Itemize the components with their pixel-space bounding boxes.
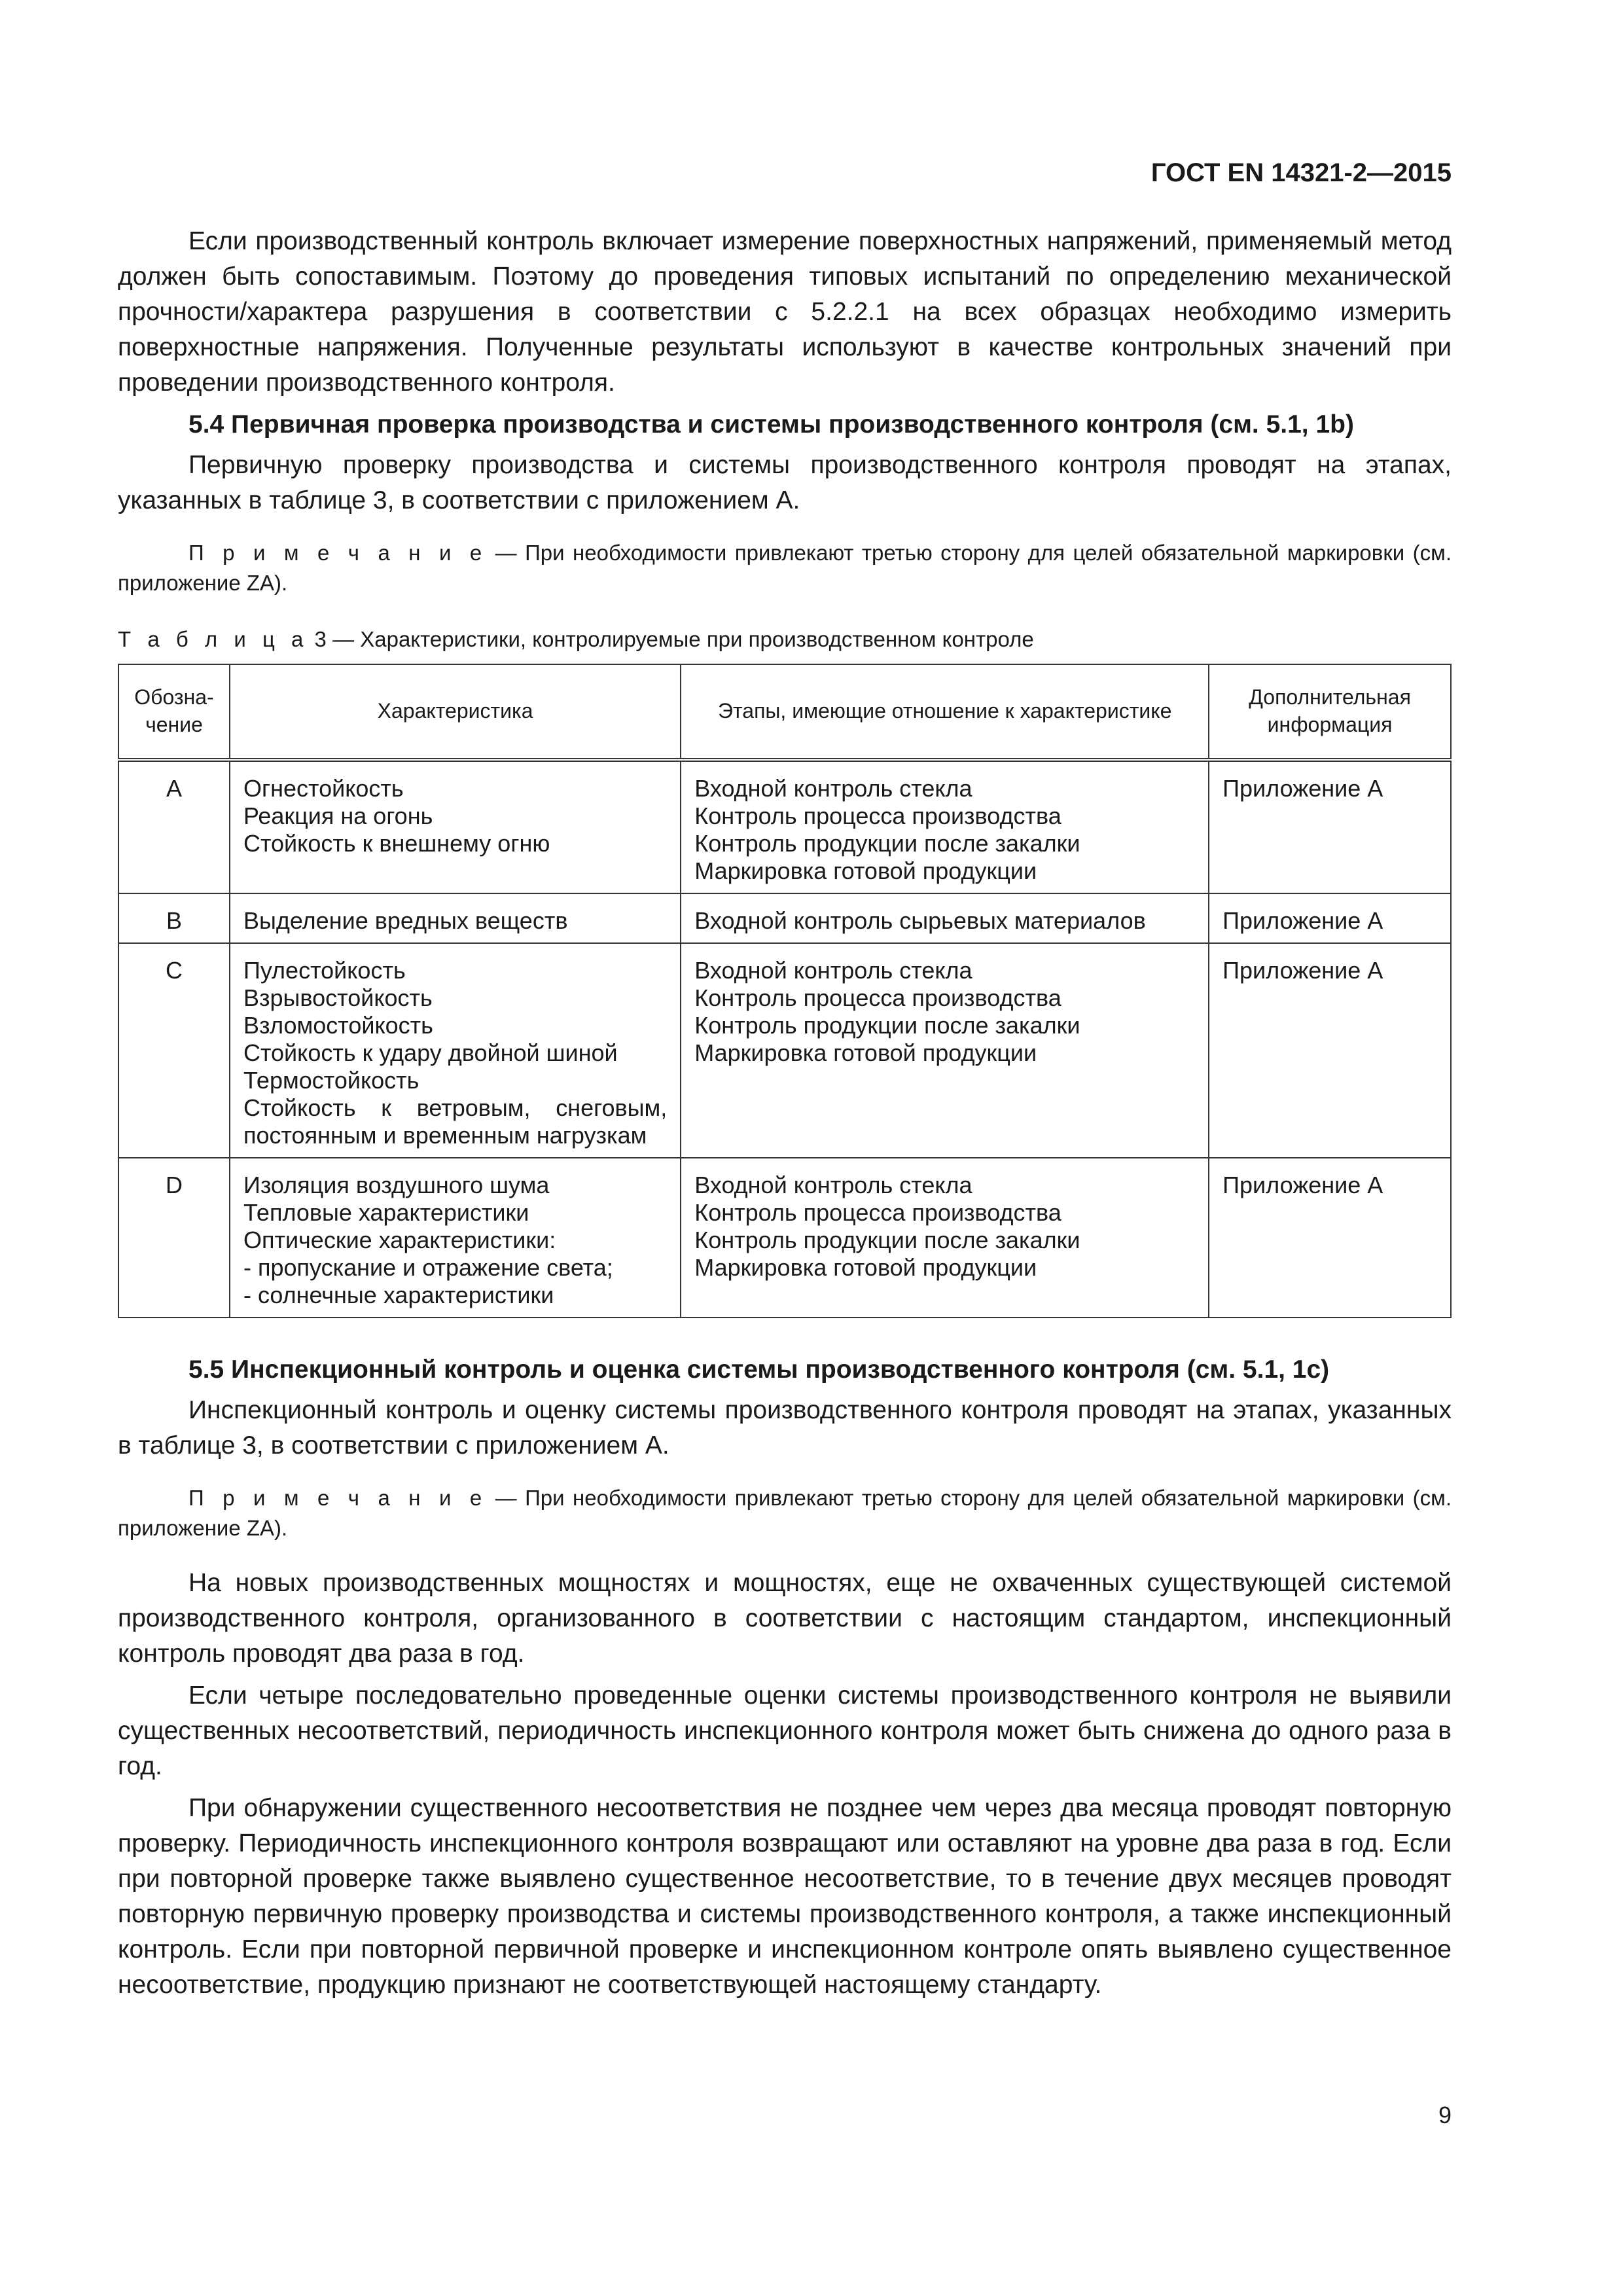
table-row xyxy=(118,760,1451,893)
row-info: Приложение А xyxy=(1209,943,1451,1158)
table-caption xyxy=(118,624,1452,655)
section-5-5-paragraph: Инспекционный контроль и оценку системы производственного контроля проводят на этапах, указанных в таблице 3, в соответствии с приложением А. xyxy=(118,1396,1452,1460)
section-5-4-paragraph: Первичную проверку производства и системы производственного контроля проводят на этапах, указанных в таблице 3, в соответствии с приложением А. xyxy=(118,451,1452,514)
row-info: Приложение А xyxy=(1209,1158,1451,1318)
note-label: П р и м е ч а н и е xyxy=(188,1486,488,1510)
body-paragraph: На новых производственных мощностях и мощностях, еще не охваченных существующей системой производственного контроля, организованного в соответствии с настоящим стандартом, инспекционный контроль проводят два раза в год. xyxy=(118,1569,1452,1668)
row-stages: Входной контроль стекла Контроль процесса производства Контроль продукции после закалки Маркировка готовой продукции xyxy=(681,760,1209,893)
intro-paragraph: Если производственный контроль включает измерение поверхностных напряжений, применяемый метод должен быть сопоставимым. Поэтому до проведения типовых испытаний по определению механической прочности/характера разрушения в соответствии с 5.2.2.1 на всех образцах необходимо измерить поверхностные напряжения. Полученные результаты используют в качестве контрольных значений при проведении производственного контроля. xyxy=(118,227,1452,397)
row-characteristics: Выделение вредных веществ xyxy=(230,893,681,943)
row-stages: Входной контроль стекла Контроль процесса производства Контроль продукции после закалки Маркировка готовой продукции xyxy=(681,943,1209,1158)
section-5-5-note xyxy=(118,1483,1452,1543)
row-characteristics: Пулестойкость Взрывостойкость Взломостойкость Стойкость к удару двойной шиной Термостойкость Стойкость к ветровым, снеговым, постоянным и временным нагрузкам xyxy=(230,943,681,1158)
row-characteristics: Огнестойкость Реакция на огонь Стойкость к внешнему огню xyxy=(230,760,681,893)
note-text: — При необходимости привлекают третью сторону для целей обязательной маркировки (см. приложение ZA). xyxy=(118,1486,1452,1540)
section-5-4-heading: 5.4 Первичная проверка производства и системы производственного контроля (см. 5.1, 1b) xyxy=(188,410,1354,439)
row-code: A xyxy=(118,760,230,893)
page-number: 9 xyxy=(1438,2102,1452,2128)
note-label: П р и м е ч а н и е xyxy=(188,541,488,565)
row-stages: Входной контроль сырьевых материалов xyxy=(681,893,1209,943)
row-stages: Входной контроль стекла Контроль процесса производства Контроль продукции после закалки Маркировка готовой продукции xyxy=(681,1158,1209,1318)
body-paragraph: Если четыре последовательно проведенные оценки системы производственного контроля не выявили существенных несоответствий, периодичность инспекционного контроля может быть снижена до одного раза в год. xyxy=(118,1681,1452,1780)
characteristics-table xyxy=(118,664,1452,1318)
row-code: C xyxy=(118,943,230,1158)
table-row xyxy=(118,893,1451,943)
table-row xyxy=(118,943,1451,1158)
section-5-4-note xyxy=(118,538,1452,598)
section-5-5-heading: 5.5 Инспекционный контроль и оценка системы производственного контроля (см. 5.1, 1c) xyxy=(188,1355,1330,1384)
row-characteristics: Изоляция воздушного шума Тепловые характеристики Оптические характеристики: - пропускание и отражение света; - солнечные характеристики xyxy=(230,1158,681,1318)
table-header-row xyxy=(118,664,1451,760)
header-additional-info: Дополнительная информация xyxy=(1209,664,1451,760)
header-stages: Этапы, имеющие отношение к характеристике xyxy=(681,664,1209,760)
table-row xyxy=(118,1158,1451,1318)
note-text: — При необходимости привлекают третью сторону для целей обязательной маркировки (см. приложение ZA). xyxy=(118,541,1452,595)
row-code: D xyxy=(118,1158,230,1318)
table-caption-label: Т а б л и ц а xyxy=(118,627,309,651)
table-caption-text: 3 — Характеристики, контролируемые при производственном контроле xyxy=(308,627,1034,651)
row-info: Приложение А xyxy=(1209,893,1451,943)
document-header: ГОСТ EN 14321-2—2015 xyxy=(1150,158,1452,187)
body-paragraph: При обнаружении существенного несоответствия не позднее чем через два месяца проводят повторную проверку. Периодичность инспекционного контроля возвращают или оставляют на уровне два раза в год. Если при повторной проверке также выявлено существенное несоответствие, то в течение двух месяцев проводят повторную первичную проверку производства и системы производственного контроля, а также инспекционный контроль. Если при повторной первичной проверке и инспекционном контроле опять выявлено существенное несоответствие, продукцию признают не соответствующей настоящему стандарту. xyxy=(118,1794,1452,1999)
row-code: B xyxy=(118,893,230,943)
header-characteristic: Характеристика xyxy=(230,664,681,760)
row-info: Приложение А xyxy=(1209,760,1451,893)
header-designation: Обозна- чение xyxy=(118,664,230,760)
